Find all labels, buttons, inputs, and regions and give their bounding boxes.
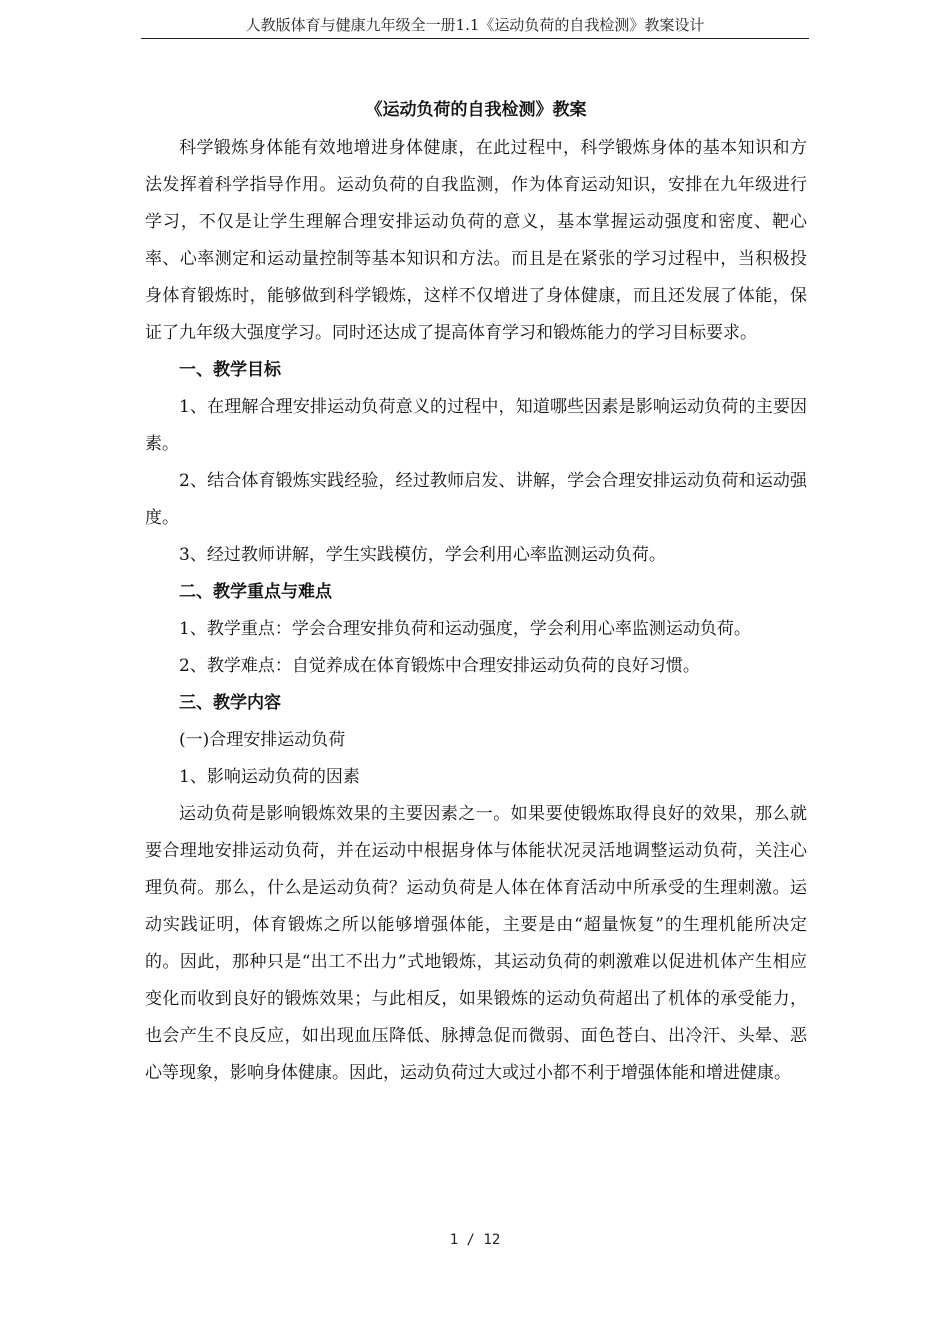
key-point-item: 1、教学重点：学会合理安排负荷和运动强度，学会利用心率监测运动负荷。	[179, 619, 751, 639]
objective-item: 2、结合体育锻炼实践经验，经过教师启发、讲解，学会合理安排运动负荷和运动强度。	[145, 471, 807, 528]
page-header: 人教版体育与健康九年级全一册1.1《运动负荷的自我检测》教案设计	[141, 14, 809, 39]
document-title: 《运动负荷的自我检测》教案	[365, 100, 587, 120]
objective-item: 3、经过教师讲解，学生实践模仿，学会利用心率监测运动负荷。	[179, 545, 666, 565]
section-heading-key-points: 二、教学重点与难点	[179, 582, 332, 602]
intro-paragraph: 科学锻炼身体能有效地增进身体健康，在此过程中，科学锻炼身体的基本知识和方法发挥着科学指导作用。运动负荷的自我监测，作为体育运动知识，安排在九年级进行学习，不仅是让学生理解合理安排运动负荷的意义，基本掌握运动强度和密度、靶心率、心率测定和运动量控制等基本知识和方法。而且是在紧张的学习过程中，当积极投身体育锻炼时，能够做到科学锻炼，这样不仅增进了身体健康，而且还发展了体能，保证了九年级大强度学习。同时还达成了提高体育学习和锻炼能力的学习目标要求。	[145, 138, 807, 343]
content-body-paragraph: 运动负荷是影响锻炼效果的主要因素之一。如果要使锻炼取得良好的效果，那么就要合理地安排运动负荷，并在运动中根据身体与体能状况灵活地调整运动负荷，关注心理负荷。那么，什么是运动负荷？运动负荷是人体在体育活动中所承受的生理刺激。运动实践证明，体育锻炼之所以能够增强体能，主要是由“超量恢复”的生理机能所决定的。因此，那种只是“出工不出力”式地锻炼，其运动负荷的刺激难以促进机体产生相应变化而收到良好的锻炼效果；与此相反，如果锻炼的运动负荷超出了机体的承受能力，也会产生不良反应，如出现血压降低、脉搏急促而微弱、面色苍白、出冷汗、头晕、恶心等现象，影响身体健康。因此，运动负荷过大或过小都不利于增强体能和增进健康。	[145, 804, 807, 1083]
content-subsubheading: 1、影响运动负荷的因素	[179, 767, 360, 787]
section-heading-content: 三、教学内容	[179, 693, 281, 713]
document-body	[145, 96, 807, 1092]
content-subheading: (一)合理安排运动负荷	[179, 730, 346, 750]
section-heading-objectives: 一、教学目标	[179, 360, 281, 380]
page-number: 1 / 12	[449, 1232, 501, 1248]
objective-item: 1、在理解合理安排运动负荷意义的过程中，知道哪些因素是影响运动负荷的主要因素。	[145, 397, 807, 454]
key-point-item: 2、教学难点：自觉养成在体育锻炼中合理安排运动负荷的良好习惯。	[179, 656, 700, 676]
